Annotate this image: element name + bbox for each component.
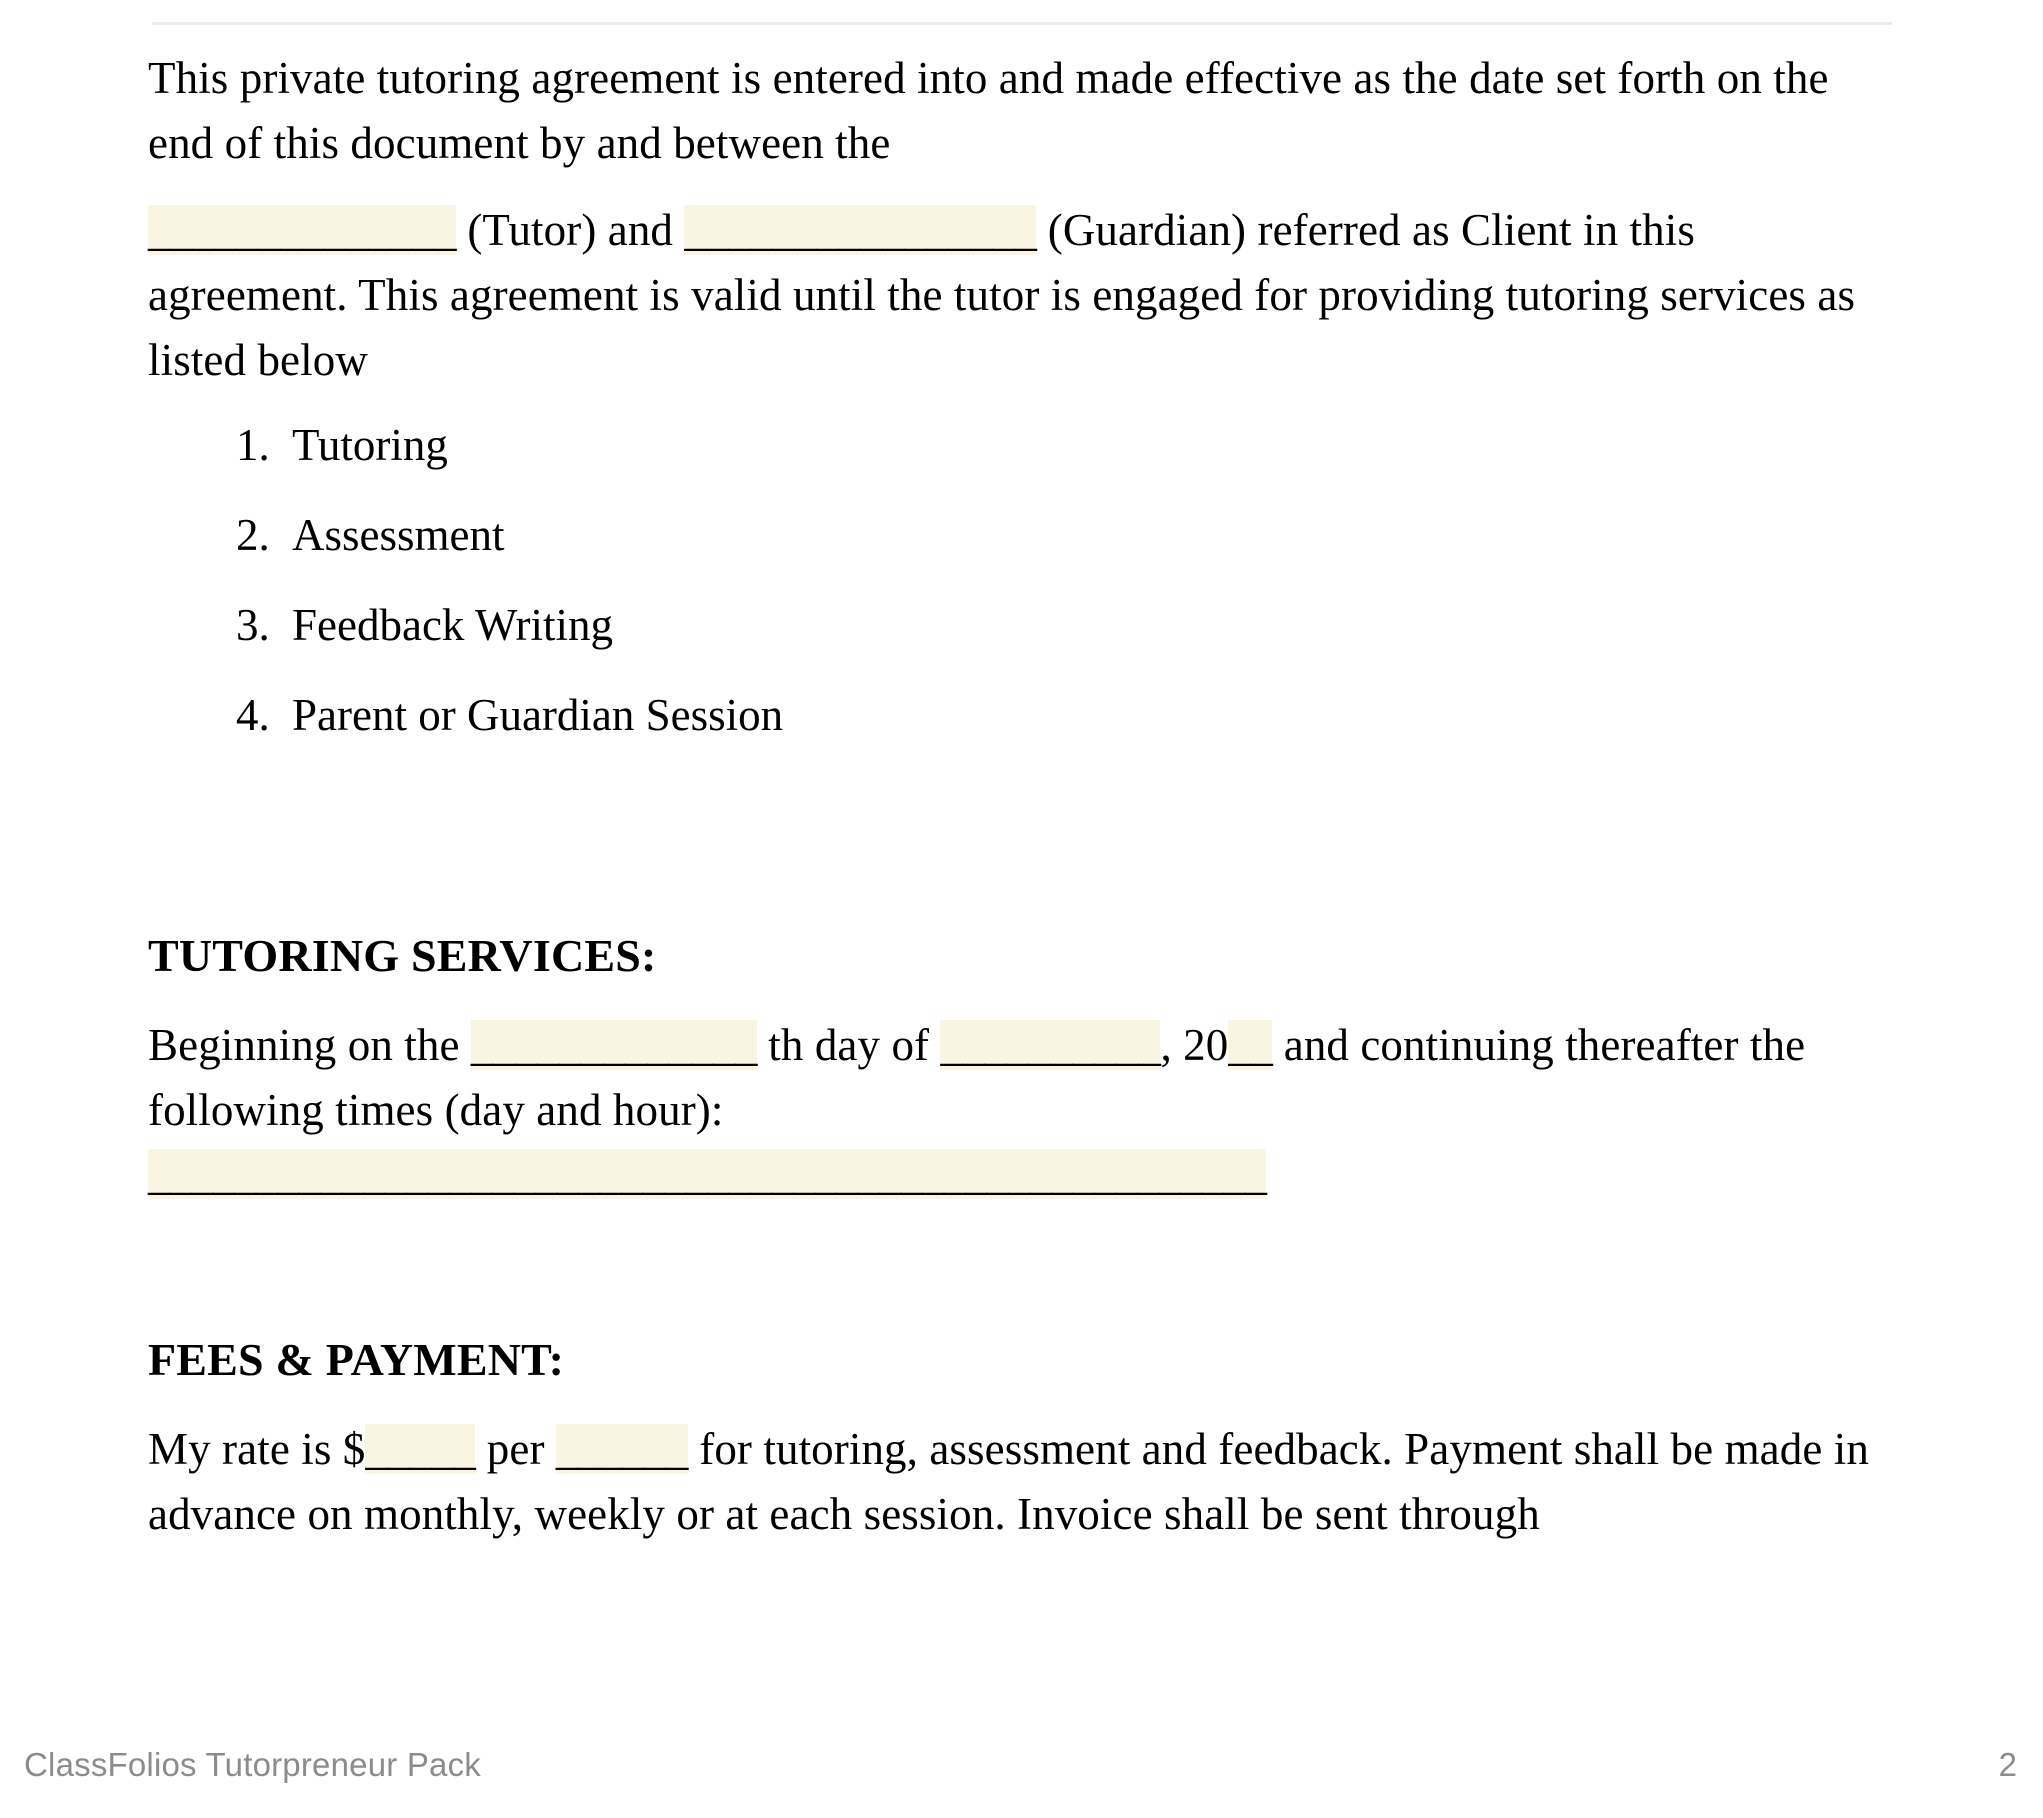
continuing-thereafter-text: and continuing thereafter the following times (day and hour): [148,1020,1806,1135]
session-times-blank[interactable]: ____________________________________________________ [148,1149,1266,1199]
list-item [236,419,1900,471]
start-day-blank[interactable]: _____________ [470,1020,757,1070]
fees-payment-paragraph [148,1417,1900,1547]
guardian-label-text: (Guardian) referred as Client in this agreement. This agreement is valid until the tutor is engaged for providing tutoring services as listed below [148,205,1856,385]
service-label: Feedback Writing [292,600,614,650]
list-item [236,509,1900,561]
intro-line1-text: This private tutoring agreement is entered into and made effective as the date set forth on the end of this document by and between the [148,53,1829,168]
start-month-blank[interactable]: __________ [940,1020,1161,1070]
page-number: 2 [1998,1746,2017,1783]
paragraph-spacer [148,176,1900,198]
service-label: Tutoring [292,420,448,470]
tutor-label-text: (Tutor) and [456,205,685,255]
footer-brand-label: ClassFolios Tutorpreneur Pack [24,1746,481,1783]
my-rate-is-text: My rate is $ [148,1424,366,1474]
session-times-line [148,1143,1900,1205]
guardian-name-blank[interactable]: ________________ [684,205,1037,255]
th-day-of-text: th day of [756,1020,941,1070]
document-body [148,46,1900,1547]
rate-unit-blank[interactable]: ______ [555,1424,688,1474]
beginning-on-the-text: Beginning on the [148,1020,471,1070]
year-prefix-text: , 20 [1160,1020,1229,1070]
payment-terms-text: for tutoring, assessment and feedback. Payment shall be made in advance on monthly, weekly or at each session. Invoice shall be sent through [148,1424,1869,1539]
page-footer [0,1722,2043,1818]
start-year-blank[interactable]: __ [1228,1020,1273,1070]
services-list [148,419,1900,741]
section-spacer-1 [148,779,1900,929]
service-label: Assessment [292,510,505,560]
tutoring-services-heading: TUTORING SERVICES: [148,930,657,981]
list-item [236,689,1900,741]
intro-paragraph-2 [148,198,1900,393]
tutoring-services-paragraph [148,1013,1900,1143]
tutor-name-blank[interactable]: ______________ [148,205,456,255]
per-text: per [475,1424,556,1474]
service-label: Parent or Guardian Session [292,690,784,740]
fees-payment-section [148,1333,1900,1547]
fees-payment-heading: FEES & PAYMENT: [148,1334,565,1385]
tutoring-services-section [148,929,1900,1205]
rate-amount-blank[interactable]: _____ [365,1424,476,1474]
header-divider [152,22,1892,25]
section-spacer-2 [148,1205,1900,1333]
services-list-block [148,419,1900,741]
intro-paragraph-1 [148,46,1900,176]
list-item [236,599,1900,651]
